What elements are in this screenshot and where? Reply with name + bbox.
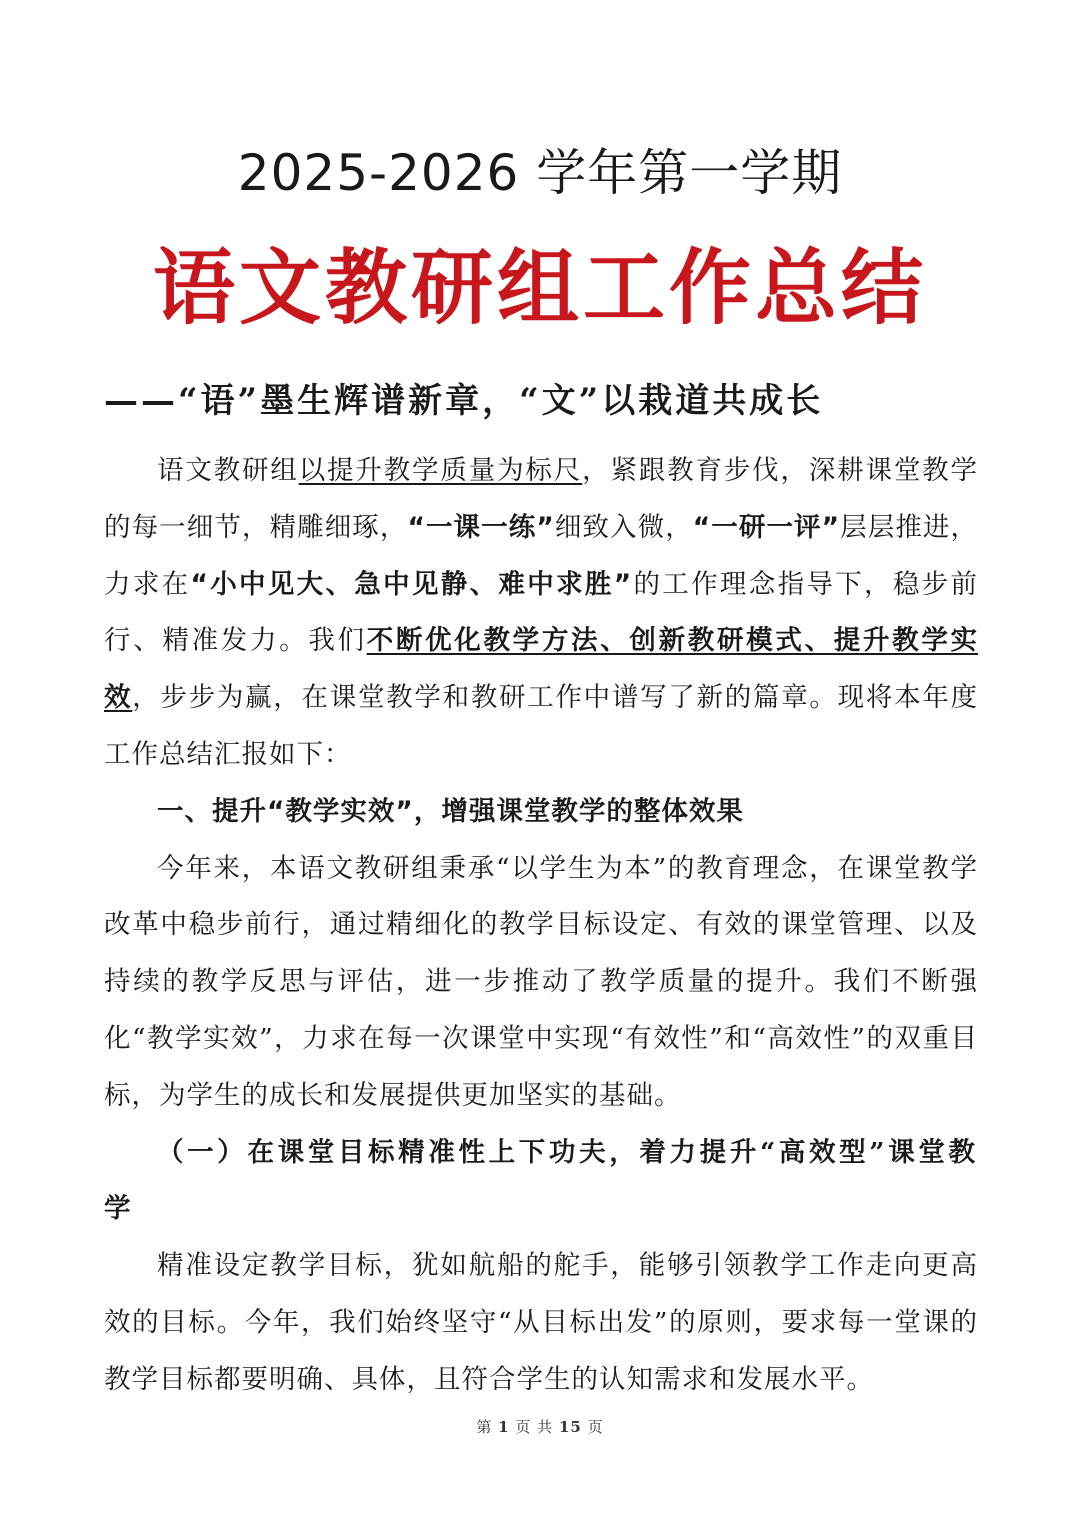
intro-bold-phrase: “一研一评” — [692, 511, 841, 543]
page-footer — [0, 1416, 1080, 1437]
main-title: 语文教研组工作总结 — [152, 240, 927, 336]
footer-text: 第 — [476, 1418, 493, 1436]
footer-text: 页 — [587, 1418, 604, 1436]
intro-text: 语文教研组 — [157, 455, 299, 486]
footer-total-pages: 15 — [558, 1418, 582, 1436]
intro-bold-phrase: “一课一练” — [407, 511, 555, 543]
intro-paragraph — [104, 443, 978, 784]
intro-underlined-phrase: 以提升教学质量为标尺 — [298, 455, 583, 486]
intro-text: 细致入微， — [554, 511, 693, 543]
subsection-1-heading: （一）在课堂目标精准性上下功夫，着力提升“高效型”课堂教学 — [104, 1136, 978, 1225]
intro-text: 层层推进，力求在 — [104, 511, 979, 600]
intro-text: ，紧跟教育步伐，深耕课堂教学的每一细节，精雕细琢， — [104, 455, 979, 543]
footer-text: 页 共 — [515, 1418, 554, 1436]
footer-page-number: 1 — [498, 1418, 510, 1436]
intro-bold-phrase: “小中见大、急中见静、难中求胜” — [190, 568, 633, 600]
section-1-paragraph: 今年来，本语文教研组秉承“以学生为本”的教育理念，在课堂教学改革中稳步前行，通过精细化的教学目标设定、有效的课堂管理、以及持续的教学反思与评估，进一步推动了教学质量的提升。我们不断强化“教学实效”，力求在每一次课堂中实现“有效性”和“高效性”的双重目标，为学生的成长和发展提供更加坚实的基础。 — [104, 852, 978, 1111]
intro-text: ，步步为赢，在课堂教学和教研工作中谱写了新的篇章。现将本年度工作总结汇报如下： — [104, 682, 979, 770]
subsection-1-paragraph: 精准设定教学目标，犹如航船的舵手，能够引领教学工作走向更高效的目标。今年，我们始终坚守“从目标出发”的原则，要求每一堂课的教学目标都要明确、具体，且符合学生的认知需求和发展水平。 — [104, 1250, 978, 1395]
document-body — [104, 443, 978, 1409]
intro-bold-underlined-phrase: 不断优化教学方法、创新教研模式、提升教学实效 — [104, 625, 979, 714]
semester-title: 2025-2026 学年第一学期 — [237, 144, 843, 202]
subtitle: ——“语”墨生辉谱新章，“文”以栽道共成长 — [104, 381, 824, 421]
section-1-heading: 一、提升“教学实效”，增强课堂教学的整体效果 — [157, 795, 744, 827]
intro-text: 的工作理念指导下，稳步前行、精准发力。我们 — [104, 568, 979, 657]
